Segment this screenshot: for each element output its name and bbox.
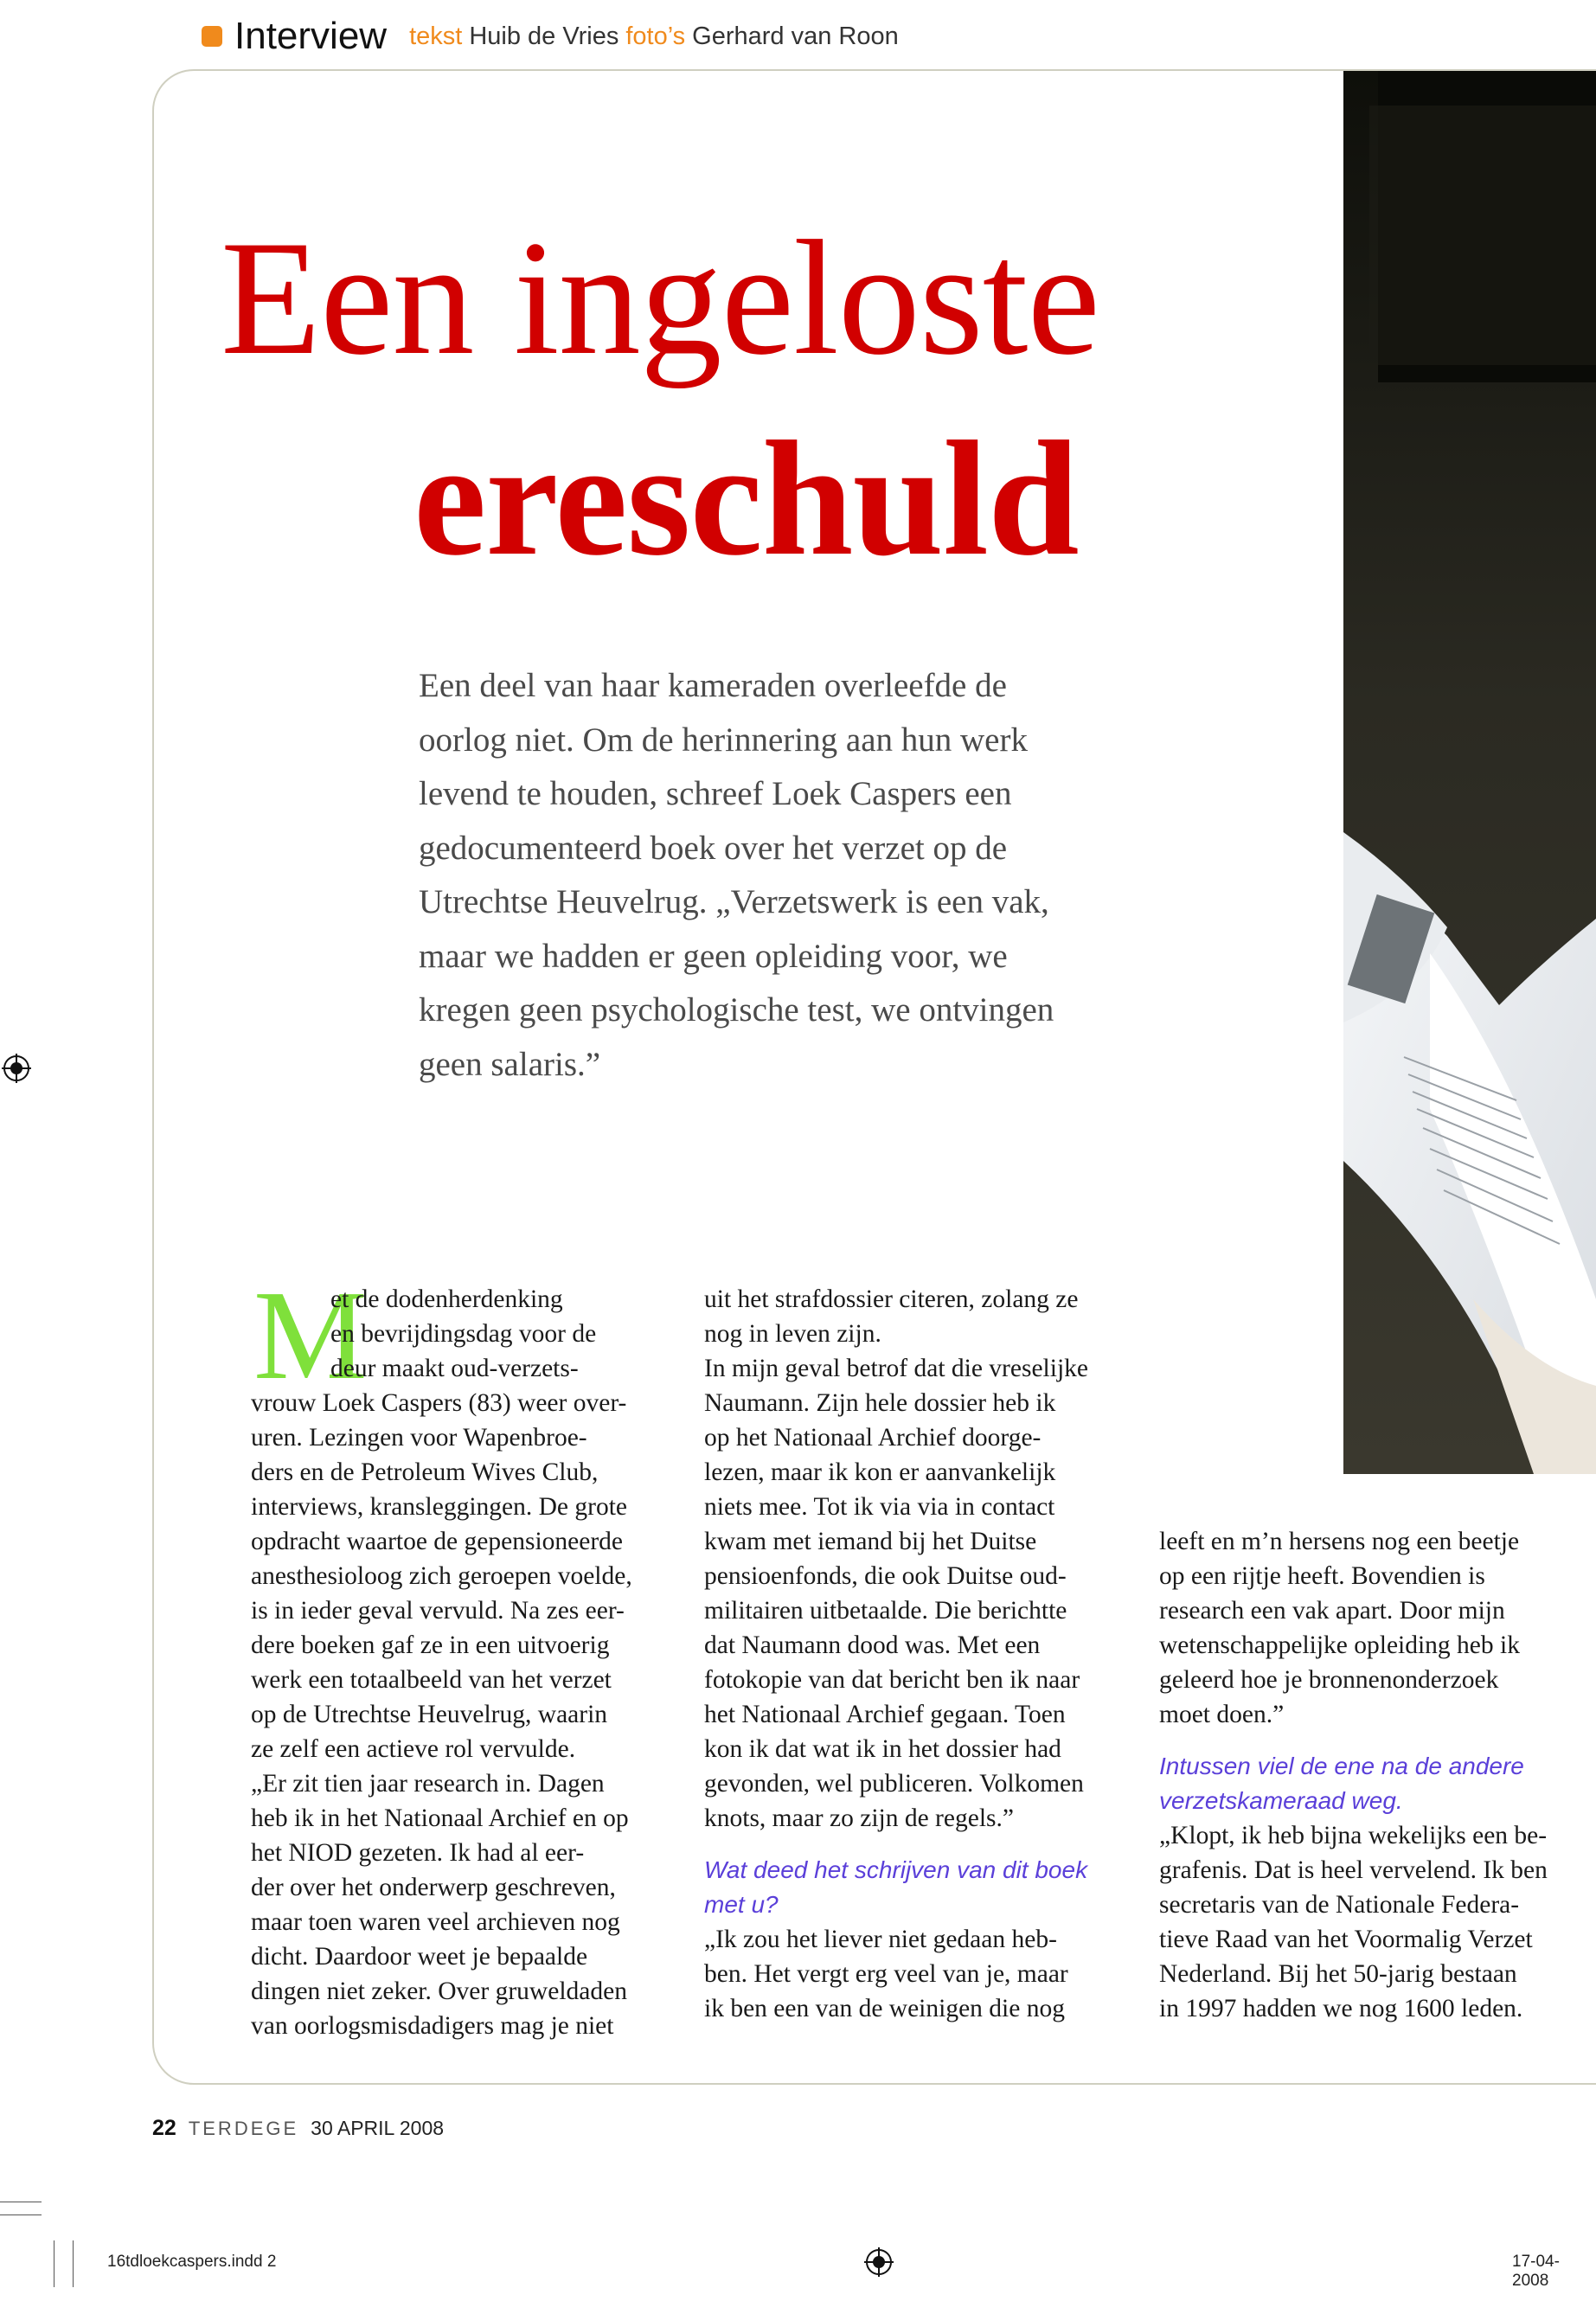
body-line: „Er zit tien jaar research in. Dagen [251, 1770, 605, 1798]
body-line: Naumann. Zijn hele dossier heb ik [704, 1389, 1056, 1417]
body-line: fotokopie van dat bericht ben ik naar [704, 1666, 1080, 1694]
headline-line-2: ereschuld [413, 408, 1079, 590]
body-line: heb ik in het Nationaal Archief en op [251, 1804, 629, 1832]
body-line: maar toen waren veel archieven nog [251, 1908, 620, 1936]
body-line: dat Naumann dood was. Met een [704, 1631, 1041, 1659]
body-line: der over het onderwerp geschreven, [251, 1874, 616, 1901]
magazine-name: TERDEGE [188, 2118, 299, 2139]
issue-date: 30 APRIL 2008 [311, 2117, 445, 2139]
intro-line: Utrechtse Heuvelrug. „Verzetswerk is een vak, [419, 883, 1049, 920]
headline-line-1: Een ingeloste [221, 208, 1099, 389]
body-line: ik ben een van de weinigen die nog [704, 1995, 1065, 2022]
body-line: „Ik zou het liever niet gedaan heb- [704, 1926, 1057, 1953]
body-line: knots, maar zo zijn de regels.” [704, 1804, 1014, 1832]
registration-mark-icon [2, 1054, 31, 1083]
slug-date: 17-04-2008 [1512, 2253, 1560, 2290]
body-line: ze zelf een actieve rol vervulde. [251, 1735, 576, 1763]
body-line: militairen uitbetaalde. Die berichtte [704, 1597, 1067, 1625]
body-line: van oorlogsmisdadigers mag je niet [251, 2012, 614, 2040]
body-line: dicht. Daardoor weet je bepaalde [251, 1943, 588, 1971]
paragraph-spacer [1159, 1732, 1592, 1749]
body-line: et de dodenherdenking [330, 1285, 563, 1313]
body-line: grafenis. Dat is heel vervelend. Ik ben [1159, 1856, 1548, 1884]
section-marker-icon [202, 26, 222, 47]
intro-line: kregen geen psychologische test, we ontvingen [419, 991, 1054, 1029]
body-line: opdracht waartoe de gepensioneerde [251, 1528, 623, 1555]
interview-question: met u? [704, 1891, 779, 1918]
intro-line: geen salaris.” [419, 1045, 601, 1083]
photographer-name: Gerhard van Roon [692, 22, 899, 50]
body-line: het NIOD gezeten. Ik had al eer- [251, 1839, 585, 1867]
body-line: in 1997 hadden we nog 1600 leden. [1159, 1995, 1523, 2022]
slug-filename: 16tdloekcaspers.indd 2 [107, 2253, 277, 2271]
body-line: anesthesioloog zich geroepen voelde, [251, 1562, 632, 1590]
body-line: niets mee. Tot ik via via in contact [704, 1493, 1055, 1521]
photo-credit-label: foto’s [625, 22, 686, 50]
page-number: 22 [152, 2116, 176, 2140]
body-line: geleerd hoe je bronnenonderzoek [1159, 1666, 1499, 1694]
body-line: ben. Het vergt erg veel van je, maar [704, 1960, 1068, 1988]
text-credit-label: tekst [409, 22, 463, 50]
body-line: lezen, maar ik kon er aanvankelijk [704, 1458, 1056, 1486]
body-line: wetenschappelijke opleiding heb ik [1159, 1631, 1520, 1659]
body-line: uren. Lezingen voor Wapenbroe- [251, 1424, 587, 1452]
body-line: kon ik dat wat ik in het dossier had [704, 1735, 1061, 1763]
body-line: research een vak apart. Door mijn [1159, 1597, 1505, 1625]
interview-question: Intussen viel de ene na de andere [1159, 1753, 1524, 1779]
body-line: Nederland. Bij het 50-jarig bestaan [1159, 1960, 1517, 1988]
body-line: dere boeken gaf ze in een uitvoerig [251, 1631, 610, 1659]
crop-mark [0, 2214, 42, 2215]
drop-cap: M [253, 1265, 368, 1407]
page-footer [152, 2116, 444, 2141]
body-line: dingen niet zeker. Over gruweldaden [251, 1977, 627, 2005]
body-line: leeft en m’n hersens nog een beetje [1159, 1528, 1520, 1555]
body-line: vrouw Loek Caspers (83) weer over- [251, 1389, 627, 1417]
intro-line: levend te houden, schreef Loek Caspers een [419, 775, 1012, 812]
body-line: werk een totaalbeeld van het verzet [251, 1666, 612, 1694]
body-column-3 [1159, 1524, 1592, 2026]
body-line: is in ieder geval vervuld. Na zes eer- [251, 1597, 625, 1625]
section-label: Interview [234, 15, 388, 57]
author-name: Huib de Vries [469, 22, 619, 50]
body-line: het Nationaal Archief gegaan. Toen [704, 1701, 1066, 1728]
article-header [202, 12, 906, 61]
intro-line: maar we hadden er geen opleiding voor, we [419, 937, 1008, 975]
registration-mark-icon [864, 2247, 894, 2277]
body-line: tieve Raad van het Voormalig Verzet [1159, 1926, 1533, 1953]
book-photo [1343, 71, 1596, 1474]
intro-line: gedocumenteerd boek over het verzet op de [419, 829, 1008, 867]
paragraph-spacer [704, 1836, 1137, 1853]
body-line: nog in leven zijn. [704, 1320, 881, 1348]
crop-mark [73, 2240, 74, 2287]
body-line: secretaris van de Nationale Federa- [1159, 1891, 1520, 1919]
body-line: „Klopt, ik heb bijna wekelijks een be- [1159, 1822, 1548, 1849]
intro-line: oorlog niet. Om de herinnering aan hun werk [419, 721, 1028, 759]
body-line: en bevrijdingsdag voor de [330, 1320, 597, 1348]
body-line: op een rijtje heeft. Bovendien is [1159, 1562, 1485, 1590]
interview-question: verzetskameraad weg. [1159, 1787, 1403, 1814]
body-column-1 [251, 1282, 683, 2043]
body-line: op de Utrechtse Heuvelrug, waarin [251, 1701, 608, 1728]
body-line: kwam met iemand bij het Duitse [704, 1528, 1037, 1555]
body-line: uit het strafdossier citeren, zolang ze [704, 1285, 1079, 1313]
intro-paragraph [419, 659, 1163, 1092]
body-line: pensioenfonds, die ook Duitse oud- [704, 1562, 1067, 1590]
body-line: op het Nationaal Archief doorge- [704, 1424, 1042, 1452]
body-line: moet doen.” [1159, 1701, 1285, 1728]
body-line: interviews, kransleggingen. De grote [251, 1493, 627, 1521]
body-line: gevonden, wel publiceren. Volkomen [704, 1770, 1084, 1798]
body-line: ders en de Petroleum Wives Club, [251, 1458, 599, 1486]
body-line: deur maakt oud-verzets- [330, 1355, 579, 1382]
intro-line: Een deel van haar kameraden overleefde de [419, 667, 1007, 704]
body-column-2 [704, 1282, 1137, 2026]
interview-question: Wat deed het schrijven van dit boek [704, 1856, 1088, 1883]
body-line: In mijn geval betrof dat die vreselijke [704, 1355, 1088, 1382]
